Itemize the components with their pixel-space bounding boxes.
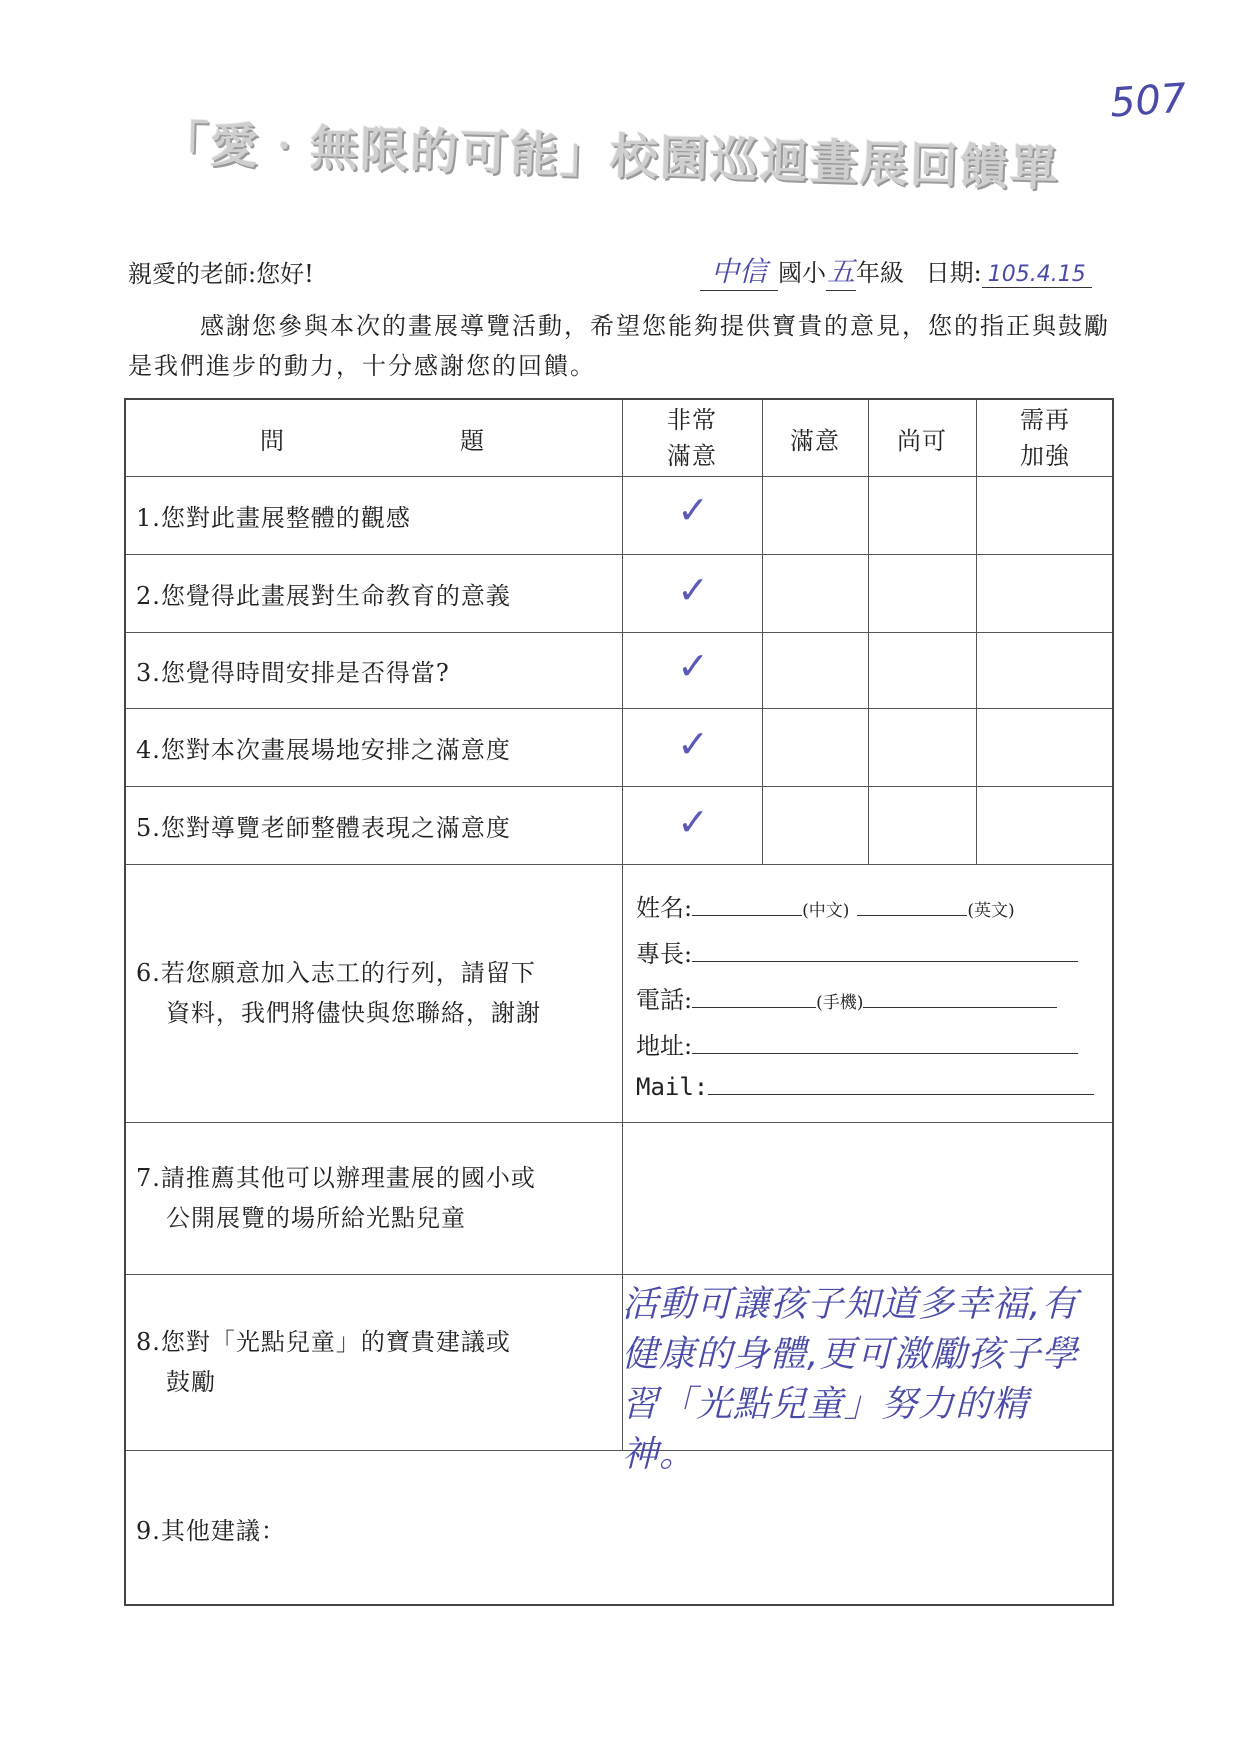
header-needs-improvement: 需再加強 (1020, 406, 1070, 470)
check-icon: ✓ (677, 568, 709, 612)
volunteer-mail-field[interactable]: Mail: (636, 1072, 1094, 1101)
volunteer-specialty-field[interactable]: 專長: (636, 934, 1078, 969)
intro-text: 感謝您參與本次的畫展導覽活動，希望您能夠提供寶貴的意見，您的指正與鼓勵是我們進步的動力，十分感謝您的回饋。 (128, 312, 1110, 380)
check-icon: ✓ (677, 644, 709, 688)
level-label: 國小 (778, 259, 826, 287)
question-8-answer: 活動可讓孩子知道多幸福,有 健康的身體,更可激勵孩子學 習「光點兒童」努力的精神。 (622, 1284, 1079, 1475)
question-2: 2.您覺得此畫展對生命教育的意義 (136, 581, 511, 610)
question-5: 5.您對導覽老師整體表現之滿意度 (136, 813, 511, 842)
school-name: 中信 (700, 250, 778, 291)
question-3: 3.您覺得時間安排是否得當? (136, 658, 450, 687)
header-question: 問 題 (260, 426, 485, 455)
question-8: 8.您對「光點兒童」的寶貴建議或 鼓勵 (136, 1328, 511, 1396)
check-icon: ✓ (677, 800, 709, 844)
question-7: 7.請推薦其他可以辦理畫展的國小或 公開展覽的場所給光點兒童 (136, 1164, 536, 1232)
school-info (700, 250, 1092, 291)
question-1: 1.您對此畫展整體的觀感 (136, 503, 411, 532)
check-icon: ✓ (677, 722, 709, 766)
date-value: 105.4.15 (982, 262, 1092, 288)
question-6: 6.若您願意加入志工的行列，請留下 資料，我們將儘快與您聯絡，謝謝 (136, 959, 541, 1027)
header-satisfied: 滿意 (790, 426, 840, 455)
grade-value: 五 (826, 250, 856, 291)
date-label: 日期: (925, 259, 982, 287)
check-icon: ✓ (677, 488, 709, 532)
feedback-table (124, 398, 1114, 1606)
volunteer-address-field[interactable]: 地址: (636, 1026, 1078, 1061)
volunteer-name-field[interactable]: 姓名: (中文) (英文) (636, 894, 1015, 922)
page-number: 507 (1108, 75, 1188, 127)
question-9: 9.其他建議： (136, 1516, 286, 1545)
question-4: 4.您對本次畫展場地安排之滿意度 (136, 735, 511, 764)
greeting: 親愛的老師:您好! (128, 260, 314, 288)
form-title: 「愛‧無限的可能」校園巡迴畫展回饋單 (159, 116, 1061, 198)
volunteer-phone-field[interactable]: 電話: (手機) (636, 980, 1057, 1015)
grade-label: 年級 (856, 259, 904, 287)
header-very-satisfied: 非常滿意 (667, 406, 717, 470)
header-acceptable: 尚可 (897, 426, 947, 455)
